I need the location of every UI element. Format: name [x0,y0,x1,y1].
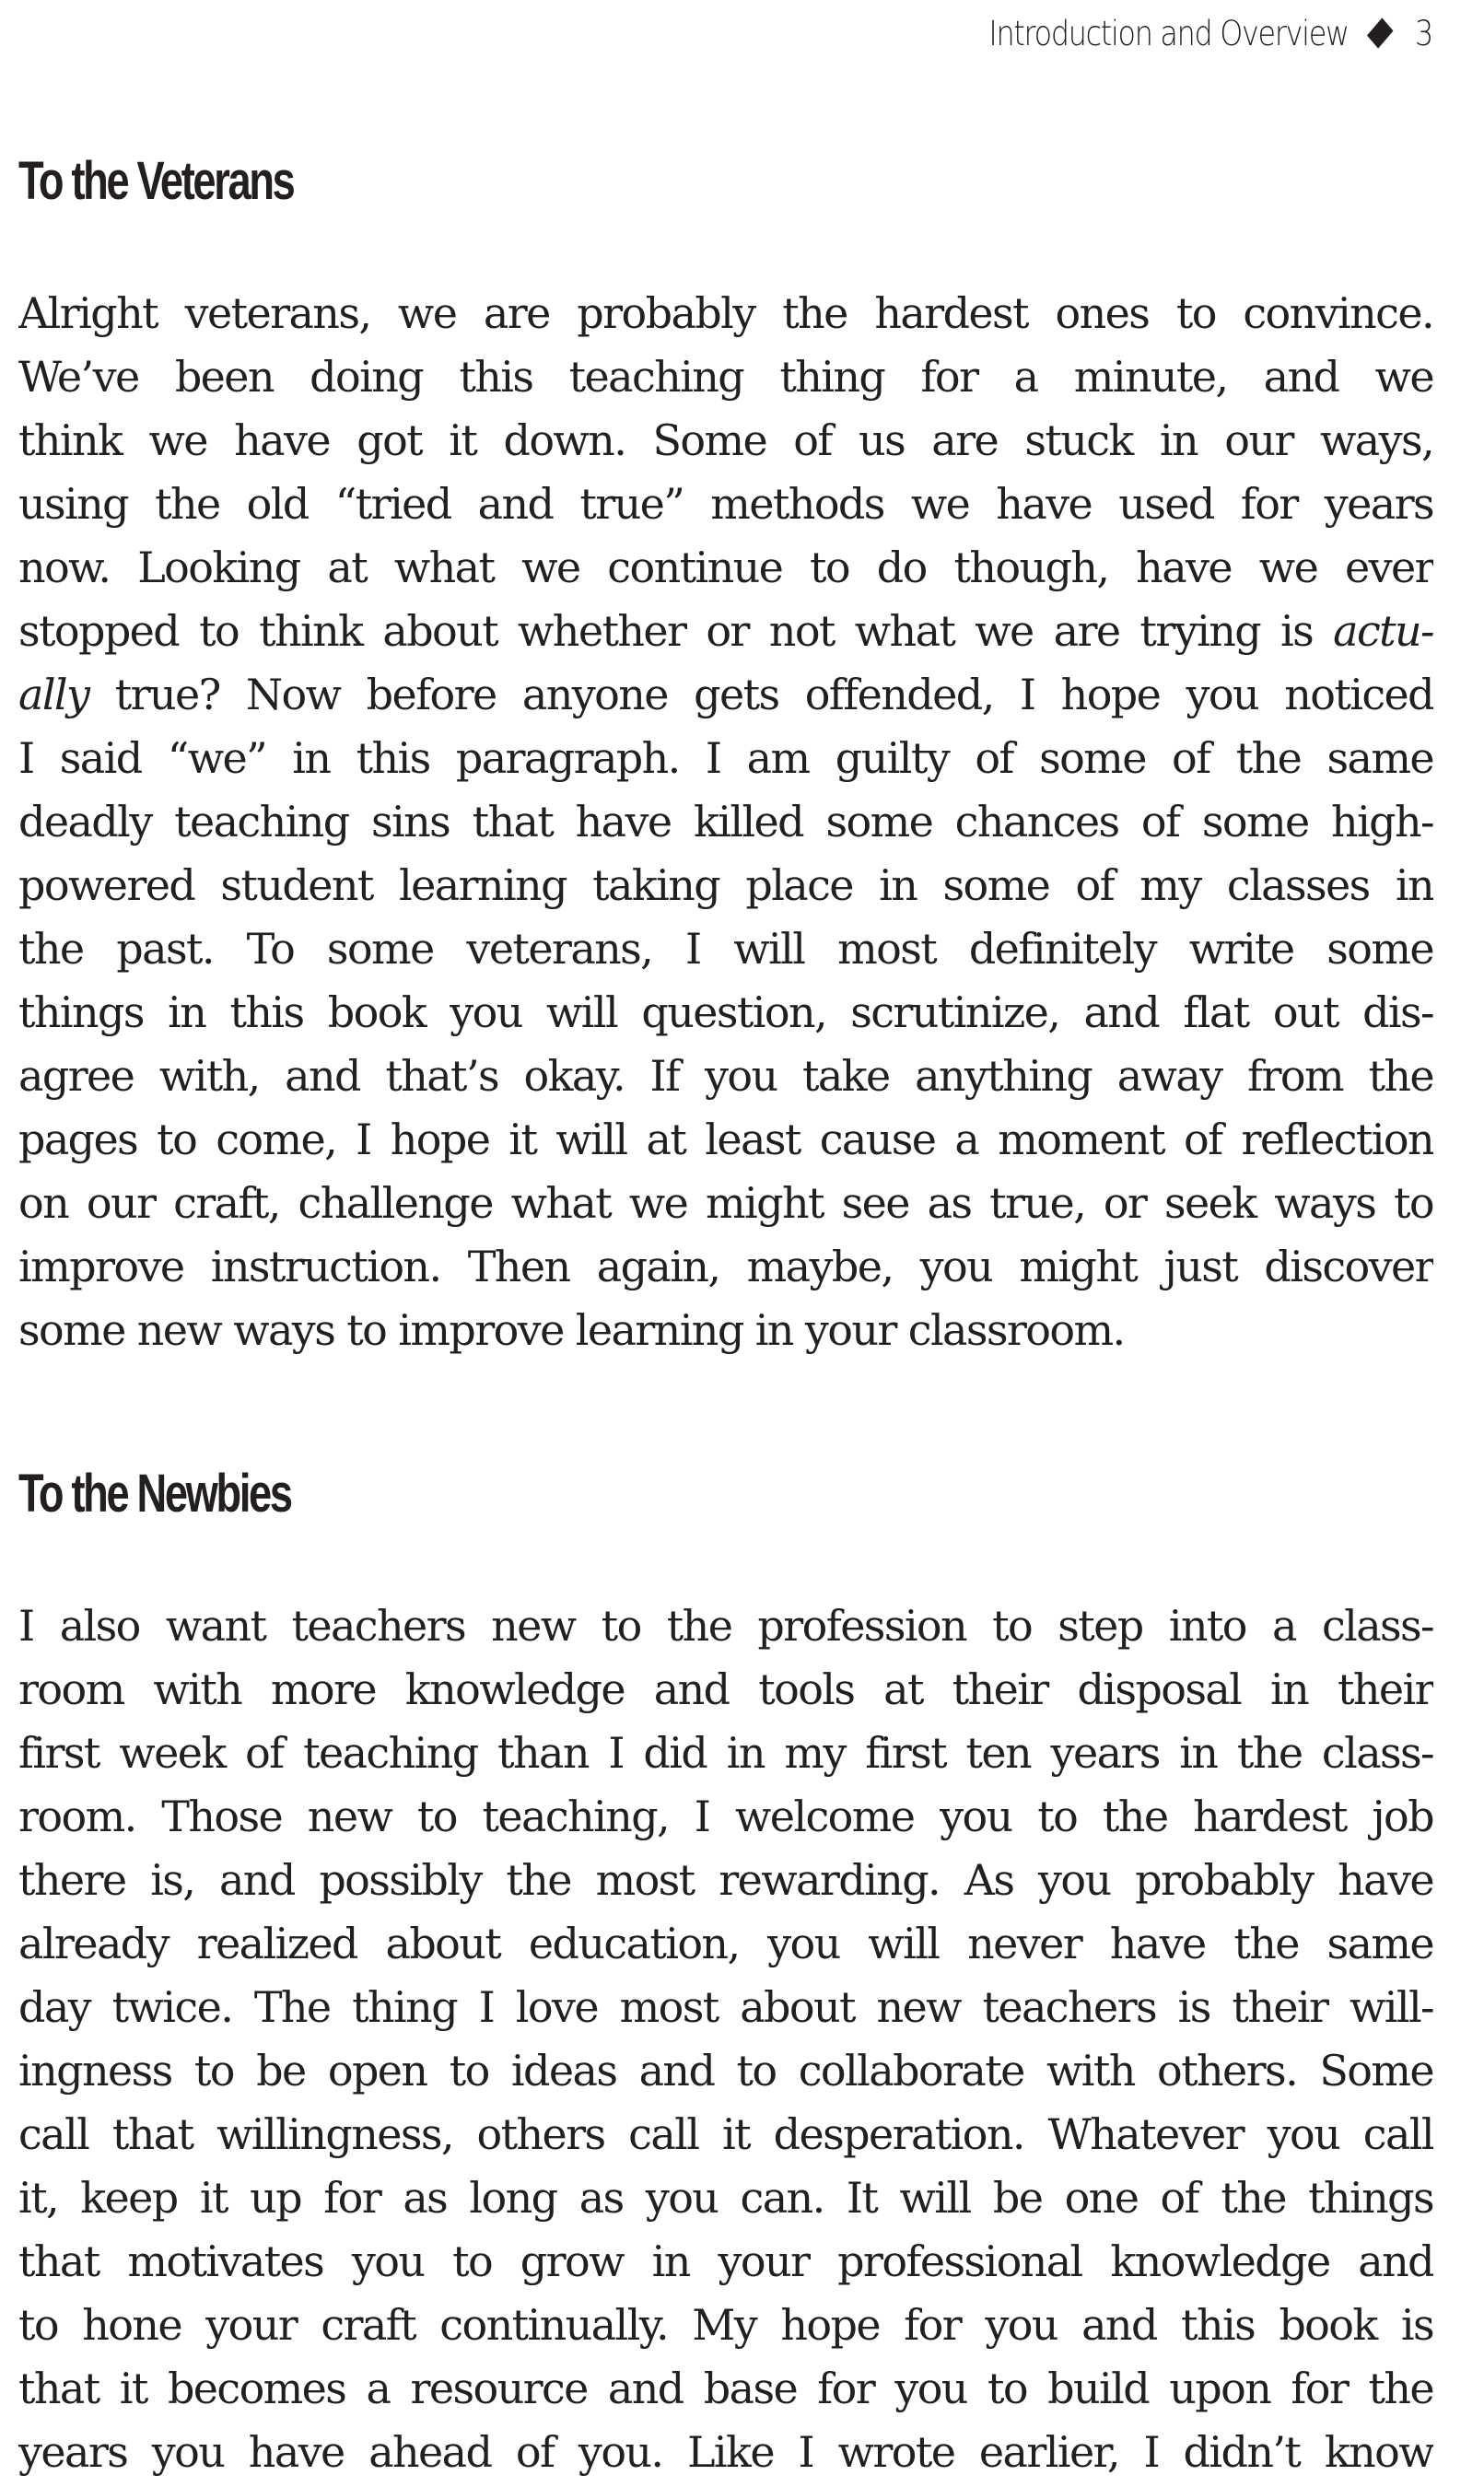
text-line: already realized about education, you will never have the same [18,1919,1433,1968]
text-line: on our craft, challenge what we might see as true, or seek ways to [18,1178,1433,1228]
running-head-title: Introduction and Overview [988,13,1349,53]
text-line: things in this book you will question, scrutinize, and flat out dis- [18,987,1433,1037]
section-heading-veterans: To the Veterans [18,151,294,211]
text-line: powered student learning taking place in some of my classes in [18,860,1433,910]
text-line: We’ve been doing this teaching thing for a minute, and we [18,352,1433,402]
text-line: first week of teaching than I did in my first ten years in the class- [18,1728,1433,1778]
running-head [988,7,1432,59]
text-line: agree with, and that’s okay. If you take anything away from the [18,1051,1433,1101]
text-line: deadly teaching sins that have killed some chances of some high- [18,797,1433,847]
text-line: improve instruction. Then again, maybe, you might just discover [18,1242,1433,1291]
text-line: think we have got it down. Some of us are stuck in our ways, [18,415,1433,465]
text-line: call that willingness, others call it desperation. Whatever you call [18,2109,1433,2159]
text-line: I also want teachers new to the profession to step into a class- [18,1601,1433,1651]
text-line: the past. To some veterans, I will most definitely write some [18,924,1433,974]
section-heading-newbies: To the Newbies [18,1464,291,1524]
italic-text: ally [18,670,89,719]
text-line: there is, and possibly the most rewarding. As you probably have [18,1855,1433,1905]
text-line-with-italic [18,600,1433,663]
text-span: stopped to think about whether or not what we are trying is [18,606,1314,656]
section-body-veterans [18,282,1433,1362]
text-line: I said “we” in this paragraph. I am guilty of some of the same [18,733,1433,783]
diamond-icon [1367,18,1394,48]
section-body-newbies [18,1594,1433,2484]
text-line: now. Looking at what we continue to do though, have we ever [18,543,1433,592]
text-line: pages to come, I hope it will at least cause a moment of reflection [18,1115,1433,1164]
text-line: day twice. The thing I love most about new teachers is their will- [18,1982,1433,2032]
text-line: that motivates you to grow in your professional knowledge and [18,2236,1433,2286]
text-span: true? Now before anyone gets offended, I hope you noticed [114,670,1433,719]
text-line: some new ways to improve learning in your classroom. [18,1305,1125,1355]
text-line: to hone your craft continually. My hope for you and this book is [18,2300,1433,2350]
text-line: room with more knowledge and tools at their disposal in their [18,1664,1433,1714]
text-line: years you have ahead of you. Like I wrote earlier, I didn’t know [18,2427,1433,2477]
text-line: room. Those new to teaching, I welcome you to the hardest job [18,1792,1433,1841]
text-line: it, keep it up for as long as you can. It will be one of the things [18,2173,1433,2223]
text-line: ingness to be open to ideas and to collaborate with others. Some [18,2046,1433,2096]
page-number: 3 [1415,13,1432,53]
text-line: that it becomes a resource and base for you to build upon for the [18,2364,1433,2413]
text-line: using the old “tried and true” methods we have used for years [18,479,1433,529]
italic-text: actu- [1333,606,1433,656]
text-line-with-italic [18,663,1433,727]
text-line: Alright veterans, we are probably the hardest ones to convince. [18,288,1433,338]
